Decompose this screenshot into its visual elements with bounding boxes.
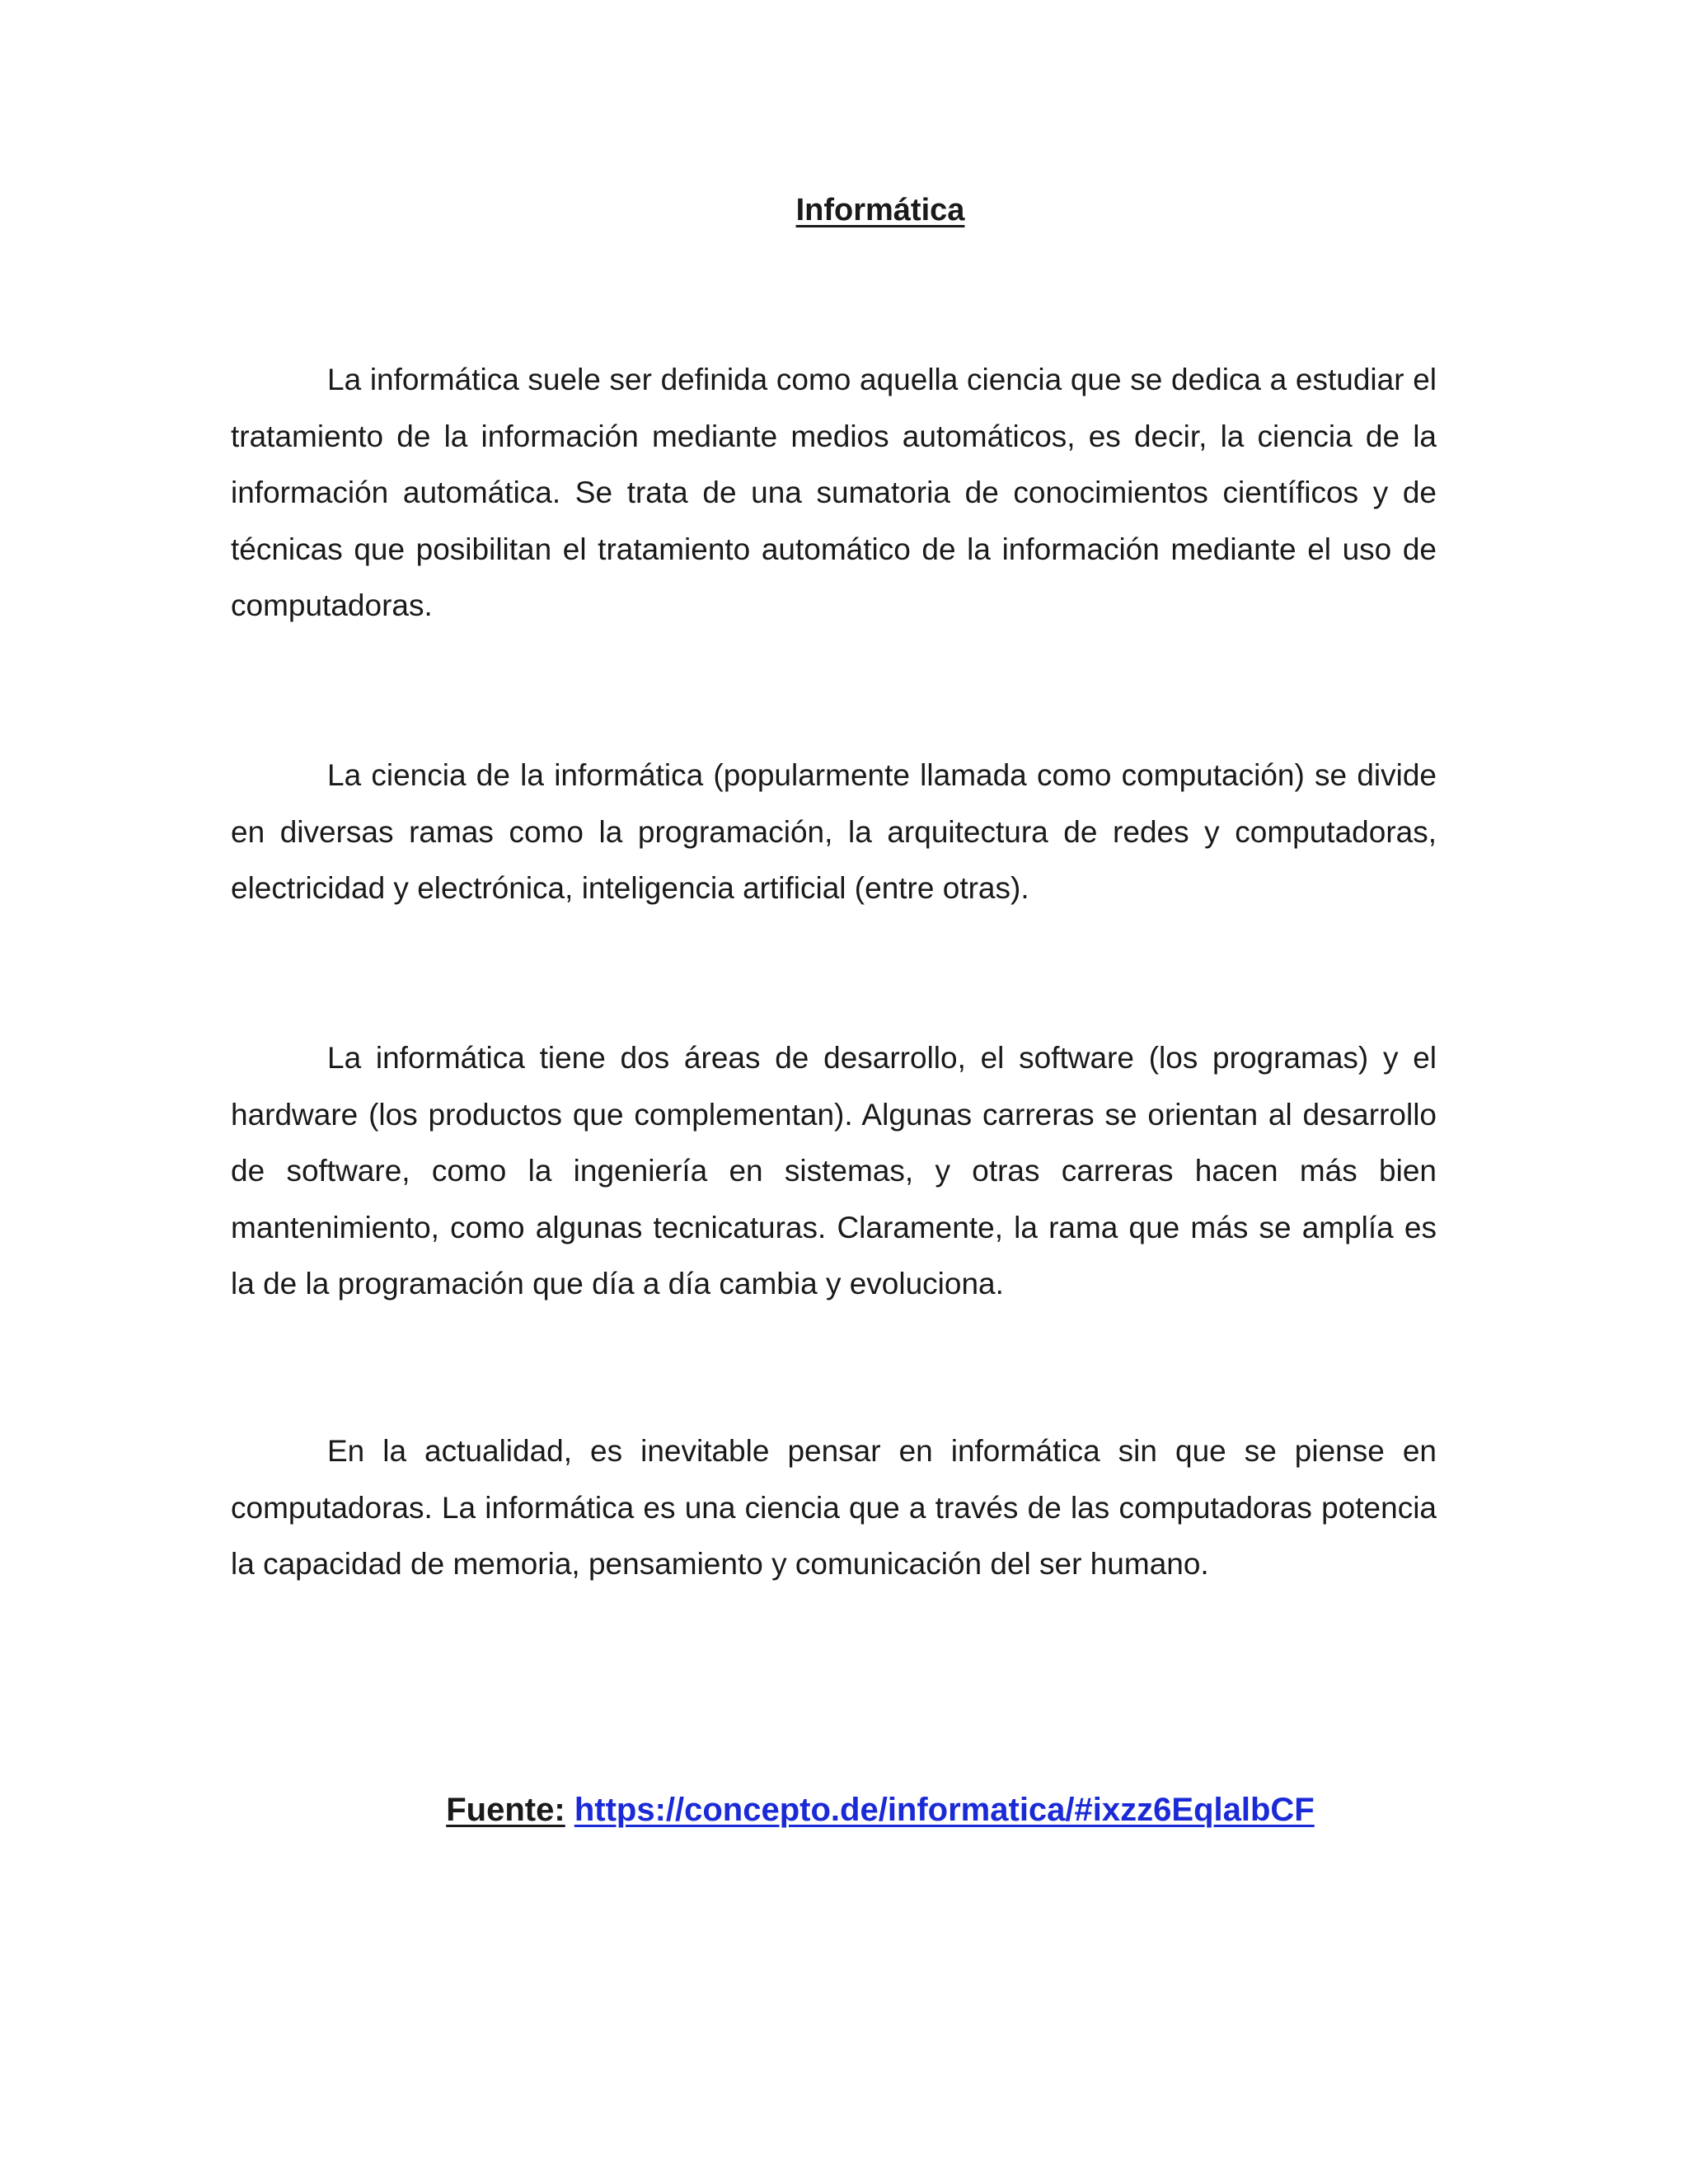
paragraph-definition: La informática suele ser definida como aquella ciencia que se dedica a estudiar el tratamiento de la información mediante medios automáticos, es decir, la ciencia de la información automática. Se trata de una sumatoria de conocimientos científicos y de técnicas que posibilitan el tratamiento automático de la información mediante el uso de computadoras. xyxy=(231,363,1437,622)
paragraph-today: En la actualidad, es inevitable pensar en informática sin que se piense en computadoras. La informática es una ciencia que a través de las computadoras potencia la capacidad de memoria, pensamiento y comunicación del ser humano. xyxy=(231,1434,1437,1581)
source-label: Fuente: xyxy=(446,1792,565,1828)
paragraph-areas: La informática tiene dos áreas de desarrollo, el software (los programas) y el hardware (los productos que complementan). Algunas carreras se orientan al desarrollo de software, como la ingeniería en sistemas, y otras carreras hacen más bien mantenimiento, como algunas tecnicaturas. Claramente, la rama que más se amplía es la de la programación que día a día cambia y evoluciona. xyxy=(231,1041,1437,1301)
source-link[interactable]: https://concepto.de/informatica/#ixzz6EqlalbCF xyxy=(574,1792,1315,1828)
paragraph-branches: La ciencia de la informática (popularmente llamada como computación) se divide en diversas ramas como la programación, la arquitectura de redes y computadoras, electricidad y electrónica, inteligencia artificial (entre otras). xyxy=(231,758,1437,905)
page-title: Informática xyxy=(795,193,965,227)
source-line xyxy=(0,1788,1688,1831)
